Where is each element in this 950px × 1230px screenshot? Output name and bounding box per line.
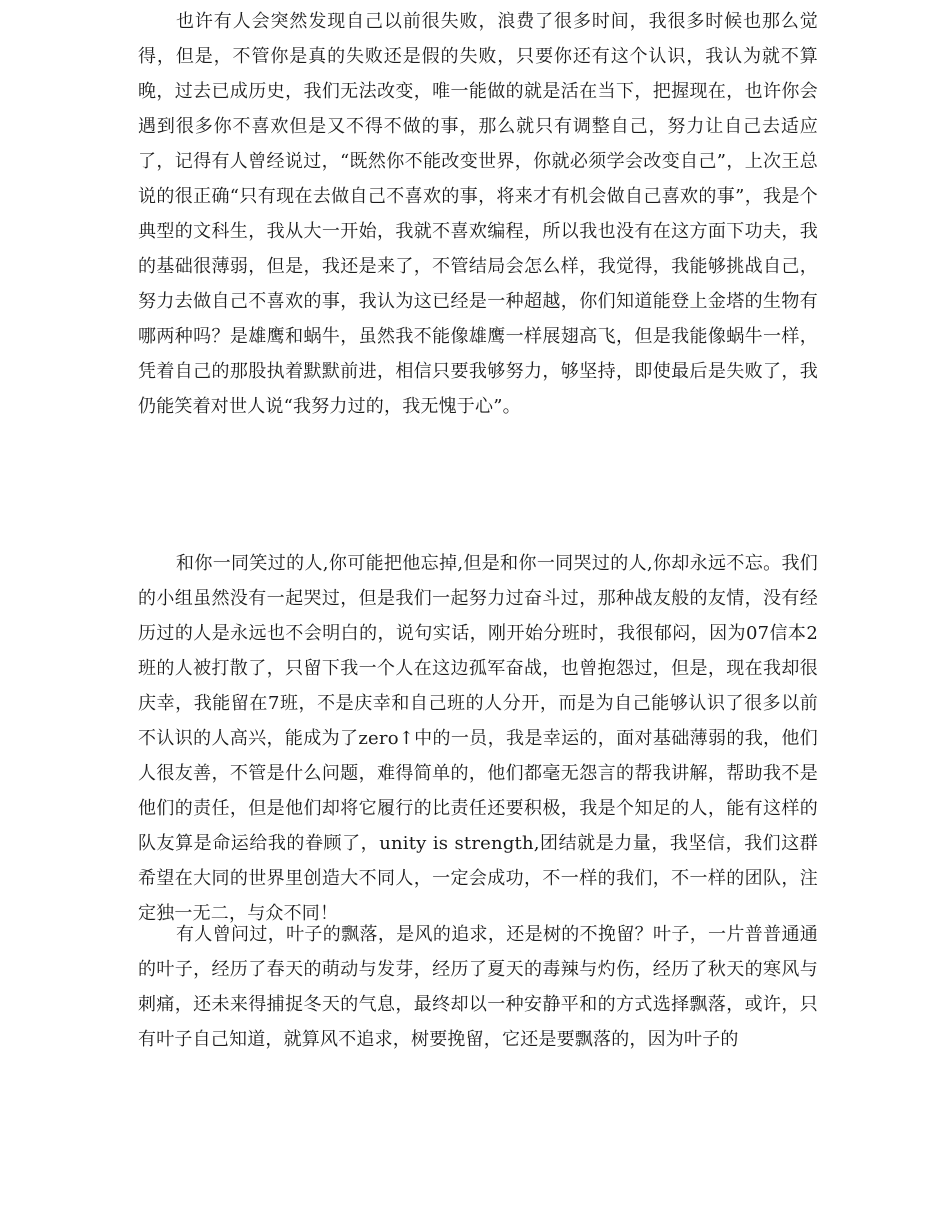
paragraph: 也许有人会突然发现自己以前很失败，浪费了很多时间，我很多时候也那么觉得，但是，不管你是真的失败还是假的失败，只要你还有这个认识，我认为就不算晚，过去已成历史，我们无法改变，唯一能做的就是活在当下，把握现在，也许你会遇到很多你不喜欢但是又不得不做的事，那么就只有调整自己，努力让自己去适应了，记得有人曾经说过，“既然你不能改变世界，你就必须学会改变自己”，上次王总说的很正确“只有现在去做自己不喜欢的事，将来才有机会做自己喜欢的事”，我是个典型的文科生，我从大一开始，我就不喜欢编程，所以我也没有在这方面下功夫，我的基础很薄弱，但是，我还是来了，不管结局会怎么样，我觉得，我能够挑战自己，努力去做自己不喜欢的事，我认为这已经是一种超越，你们知道能登上金塔的生物有哪两种吗？是雄鹰和蜗牛，虽然我不能像雄鹰一样展翅高飞，但是我能像蜗牛一样，凭着自己的那股执着默默前进，相信只要我够努力，够坚持，即使最后是失败了，我仍能笑着对世人说“我努力过的，我无愧于心”。 [138,11,818,417]
paragraph: 和你一同笑过的人,你可能把他忘掉,但是和你一同哭过的人,你却永远不忘。我们的小组虽然没有一起哭过，但是我们一起努力过奋斗过，那种战友般的友情，没有经历过的人是永远也不会明白的，说句实话，刚开始分班时，我很郁闷，因为07信本2班的人被打散了，只留下我一个人在这边孤军奋战，也曾抱怨过，但是，现在我却很庆幸，我能留在7班，不是庆幸和自己班的人分开，而是为自己能够认识了很多以前不认识的人高兴，能成为了zero↑中的一员，我是幸运的，面对基础薄弱的我，他们人很友善，不管是什么问题，难得简单的，他们都毫无怨言的帮我讲解，帮助我不是他们的责任，但是他们却将它履行的比责任还要积极，我是个知足的人，能有这样的队友算是命运给我的眷顾了，unity is strength,团结就是力量，我坚信，我们这群希望在大同的世界里创造大不同人，一定会成功，不一样的我们，不一样的团队，注定独一无二，与众不同！ [138,553,818,924]
paragraph: 有人曾问过，叶子的飘落，是风的追求，还是树的不挽留？叶子，一片普普通通的叶子，经历了春天的萌动与发芽，经历了夏天的毒辣与灼伤，经历了秋天的寒风与刺痛，还未来得捕捉冬天的气息，最终却以一种安静平和的方式选择飘落，或许，只有叶子自己知道，就算风不追求，树要挽留，它还是要飘落的，因为叶子的 [138,924,818,1050]
